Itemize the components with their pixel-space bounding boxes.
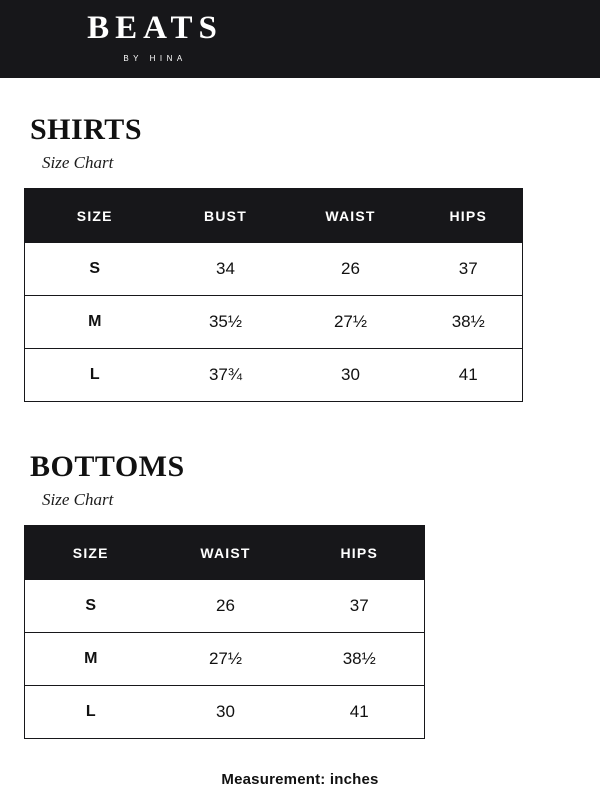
- table-row: [25, 633, 425, 686]
- cell-hips: 38½: [415, 296, 523, 349]
- column-header-size: SIZE: [25, 189, 165, 244]
- table-row: [25, 686, 425, 739]
- cell-waist: 27½: [157, 633, 295, 686]
- cell-size: M: [25, 296, 165, 349]
- section-bottoms: [0, 452, 600, 739]
- table-row: [25, 296, 523, 349]
- brand-name: BEATS: [87, 10, 223, 46]
- table-row: [25, 243, 523, 296]
- cell-size: M: [25, 633, 157, 686]
- bottoms-subtitle: Size Chart: [42, 490, 114, 509]
- cell-hips: 37: [415, 243, 523, 296]
- header-banner: [0, 0, 600, 78]
- cell-size: S: [25, 243, 165, 296]
- section-shirts: [0, 115, 600, 402]
- table-row: [25, 580, 425, 633]
- shirts-subtitle: Size Chart: [42, 153, 114, 172]
- cell-size: S: [25, 580, 157, 633]
- cell-waist: 30: [216, 702, 235, 721]
- cell-hips: 41: [349, 702, 369, 721]
- cell-size: L: [89, 366, 100, 383]
- column-header-hips: HIPS: [295, 526, 425, 581]
- table-header-row: [25, 189, 523, 244]
- brand-logo: [30, 12, 280, 63]
- cell-bust: 37¾: [208, 365, 243, 384]
- shirts-size-table: [24, 188, 523, 402]
- table-row: [25, 349, 523, 402]
- column-header-waist: WAIST: [287, 189, 415, 244]
- column-header-waist: WAIST: [157, 526, 295, 581]
- cell-bust: 34: [165, 243, 287, 296]
- column-header-bust: BUST: [165, 189, 287, 244]
- cell-waist: 30: [341, 365, 360, 384]
- cell-hips: 38½: [295, 633, 425, 686]
- cell-size: L: [85, 703, 96, 720]
- table-header-row: [25, 526, 425, 581]
- brand-tagline: BY HINA: [123, 54, 187, 63]
- cell-hips: 41: [458, 365, 478, 384]
- cell-waist: 26: [287, 243, 415, 296]
- cell-bust: 35½: [165, 296, 287, 349]
- column-header-hips: HIPS: [415, 189, 523, 244]
- bottoms-size-table: [24, 525, 425, 739]
- shirts-title: SHIRTS: [30, 113, 142, 146]
- column-header-size: SIZE: [25, 526, 157, 581]
- bottoms-title: BOTTOMS: [30, 450, 185, 483]
- measurement-note: Measurement: inches: [221, 771, 379, 788]
- cell-waist: 27½: [287, 296, 415, 349]
- cell-hips: 37: [295, 580, 425, 633]
- cell-waist: 26: [157, 580, 295, 633]
